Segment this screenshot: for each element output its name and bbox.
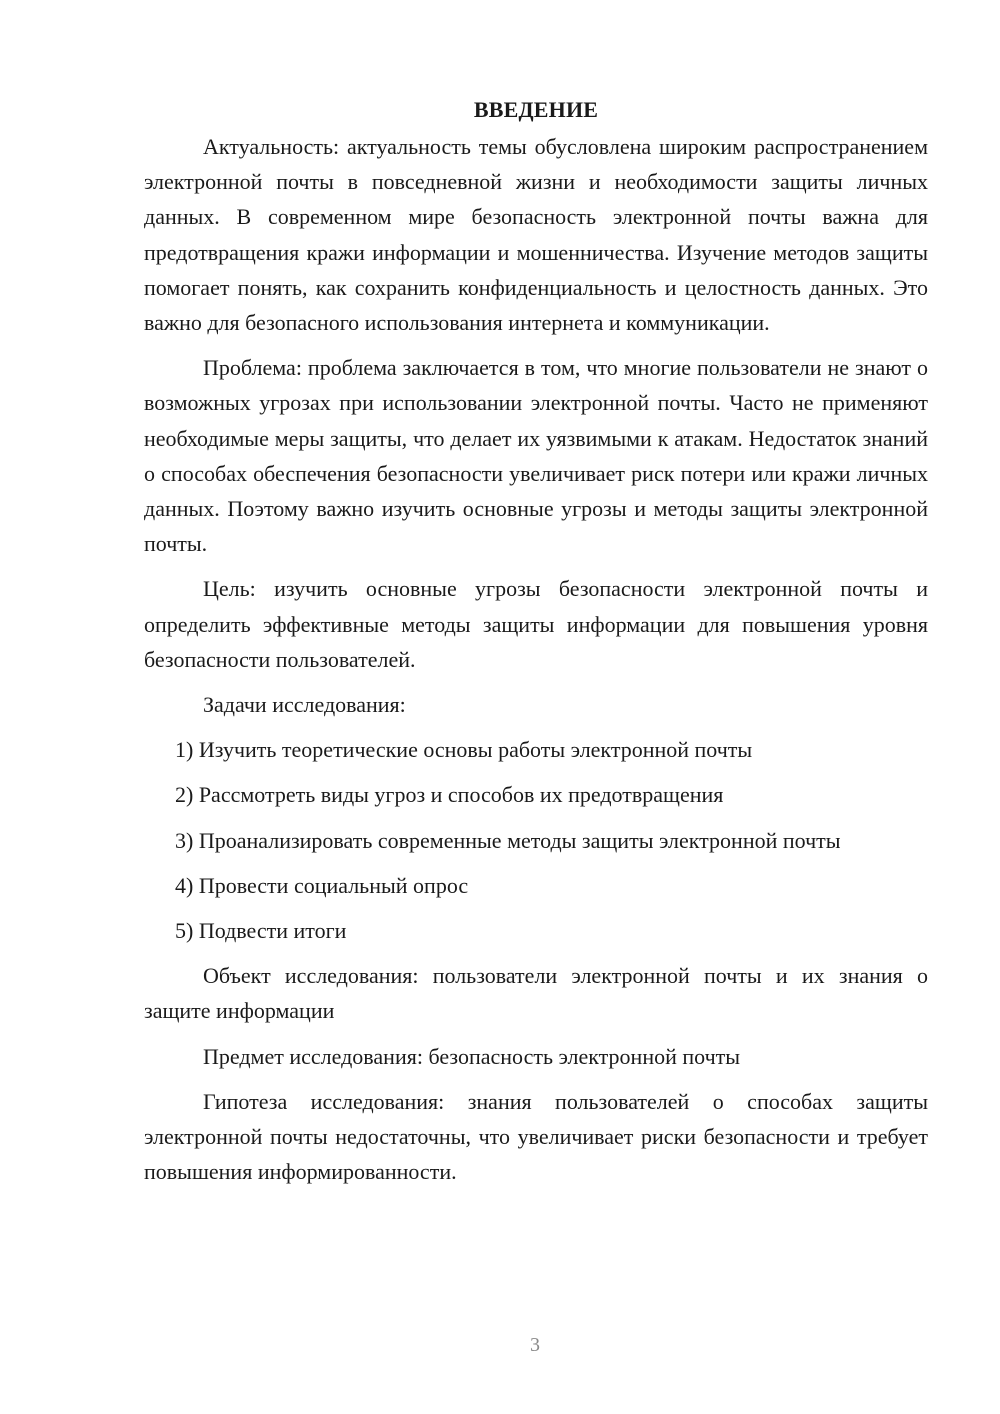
paragraph-subject: Предмет исследования: безопасность электронной почты (203, 1043, 741, 1069)
paragraph-relevance: Актуальность: актуальность темы обусловлена широким распространением электронной почты в повседневной жизни и необходимости защиты личных данных. В современном мире безопасность электронной почты важна для предотвращения кражи информации и мошенничества. Изучение методов защиты помогает понять, как сохранить конфиденциальность и целостность данных. Это важно для безопасного использования интернета и коммуникации. (144, 134, 928, 336)
task-item-2: 2) Рассмотреть виды угроз и способов их предотвращения (175, 782, 724, 808)
section-heading: ВВЕДЕНИЕ (473, 97, 599, 122)
page-number: 3 (530, 1334, 540, 1356)
task-item-3: 3) Проанализировать современные методы защиты электронной почты (175, 827, 841, 853)
task-item-4: 4) Провести социальный опрос (175, 872, 469, 898)
document-page (144, 92, 928, 1199)
paragraph-hypothesis: Гипотеза исследования: знания пользователей о способах защиты электронной почты недостаточны, что увеличивает риски безопасности и требует повышения информированности. (144, 1088, 928, 1185)
paragraph-object: Объект исследования: пользователи электронной почты и их знания о защите информации (144, 963, 928, 1024)
paragraph-problem: Проблема: проблема заключается в том, что многие пользователи не знают о возможных угрозах при использовании электронной почты. Часто не применяют необходимые меры защиты, что делает их уязвимыми к атакам. Недостаток знаний о способах обеспечения безопасности увеличивает риск потери или кражи личных данных. Поэтому важно изучить основные угрозы и методы защиты электронной почты. (144, 355, 928, 557)
task-item-5: 5) Подвести итоги (175, 918, 347, 944)
task-item-1: 1) Изучить теоретические основы работы электронной почты (175, 737, 753, 763)
paragraph-goal: Цель: изучить основные угрозы безопасности электронной почты и определить эффективные методы защиты информации для повышения уровня безопасности пользователей. (144, 576, 928, 672)
tasks-heading: Задачи исследования: (203, 692, 406, 718)
